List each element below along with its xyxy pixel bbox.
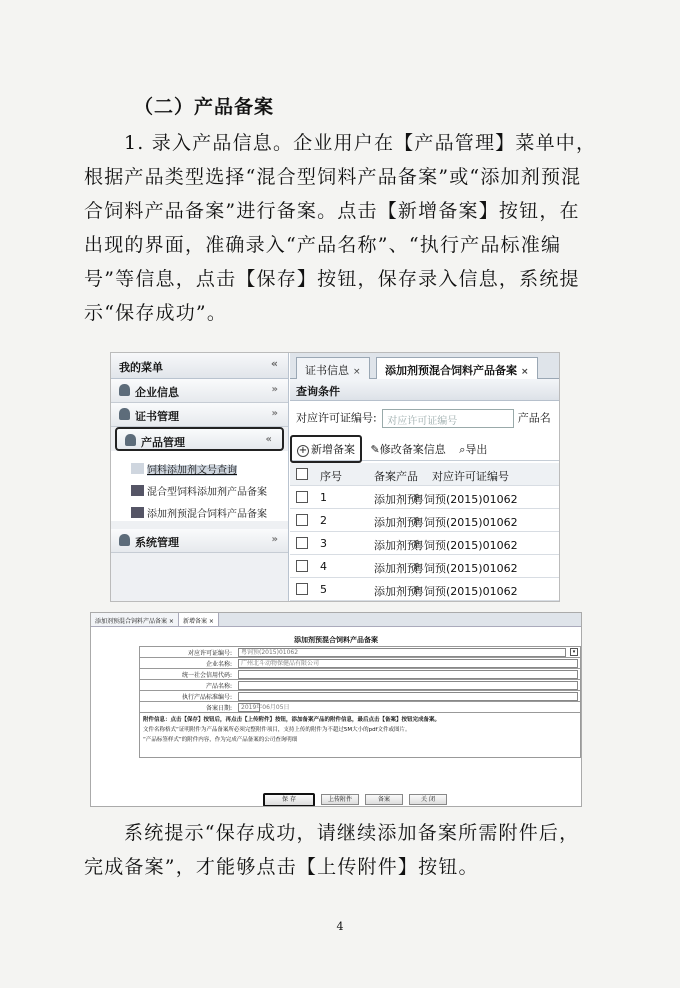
column-header: 备案产品 xyxy=(374,470,418,483)
chevron-down-icon: » xyxy=(271,384,278,395)
row-license: 粤饲预(2015)01062 xyxy=(413,585,518,598)
row-type: 添加剂预 xyxy=(374,493,418,506)
tab-premix-filing[interactable] xyxy=(376,357,538,379)
row-license: 粤饲预(2015)01062 xyxy=(413,539,518,552)
file-button[interactable]: 备案 xyxy=(365,794,403,805)
pencil-icon: ✎ xyxy=(370,443,380,456)
table-header xyxy=(290,463,560,486)
query-header: 查询条件 xyxy=(290,379,560,401)
form-row xyxy=(139,690,581,701)
submenu-label: 饲料添加剂文号查询 xyxy=(147,465,237,476)
row-number: 2 xyxy=(320,514,327,527)
field-label: 对应许可证编号: xyxy=(187,650,232,657)
add-filing-button[interactable] xyxy=(290,435,362,463)
row-checkbox[interactable] xyxy=(296,491,308,503)
field-label: 执行产品标准编号: xyxy=(181,694,232,701)
row-license: 粤饲预(2015)01062 xyxy=(413,493,518,506)
column-header: 对应许可证编号 xyxy=(432,470,509,483)
section-heading: （二）产品备案 xyxy=(134,96,275,118)
row-type: 添加剂预 xyxy=(374,539,418,552)
plus-icon: + xyxy=(298,445,308,456)
attachment-notes xyxy=(139,712,581,758)
row-number: 3 xyxy=(320,537,327,550)
button-label: 新增备案 xyxy=(311,443,355,456)
license-label: 对应许可证编号: xyxy=(296,411,377,425)
row-type: 添加剂预 xyxy=(374,562,418,575)
note-line: 文件名称格式“证明附件为产品备案所必须完整附件项目，支持上传的附件为不超过5M大小的pdf文件或图片。 xyxy=(143,727,411,733)
row-number: 5 xyxy=(320,583,327,596)
field-label: 备案日期: xyxy=(205,705,232,712)
menu-item-product[interactable] xyxy=(115,427,284,451)
query-row xyxy=(290,401,560,431)
filing-form xyxy=(139,646,581,758)
form-row xyxy=(139,657,581,668)
form-row xyxy=(139,701,581,712)
field-label: 企业名称: xyxy=(205,661,232,668)
user-icon xyxy=(119,384,130,396)
search-icon: ⌕ xyxy=(459,443,466,456)
note-line: 附件信息：点击【保存】按钮后，再点击【上传附件】按钮，添加备案产品的附件信息，最后点击【备案】按钮完成备案。 xyxy=(143,717,441,723)
submenu-label: 添加剂预混合饲料产品备案 xyxy=(147,509,267,520)
filing-table xyxy=(290,463,560,601)
chevron-up-icon: « xyxy=(265,434,272,445)
field-label: 统一社会信用代码: xyxy=(181,672,232,679)
note-line: “产品标签样式”的附件内容，作为完成产品备案的公司查询明细 xyxy=(143,737,298,743)
dropdown-arrow-icon[interactable]: ▾ xyxy=(570,648,578,656)
company-name-field[interactable]: 广州北斗动物保健品有限公司 xyxy=(238,659,578,668)
table-row[interactable] xyxy=(290,509,560,532)
tab-premix-filing[interactable]: 添加剂预混合饲料产品备案 × xyxy=(91,613,179,626)
menu-item-company[interactable] xyxy=(111,379,288,403)
product-name-label: 产品名 xyxy=(517,411,551,425)
menu-screenshot xyxy=(110,352,560,602)
menu-item-label: 产品管理 xyxy=(141,436,185,449)
tab-certificate-info[interactable] xyxy=(296,357,370,379)
edit-icon xyxy=(131,507,144,518)
edit-filing-button[interactable] xyxy=(366,437,451,461)
save-button[interactable]: 保 存 xyxy=(263,793,315,807)
submenu-item-premix[interactable] xyxy=(111,505,288,527)
row-type: 添加剂预 xyxy=(374,516,418,529)
table-row[interactable] xyxy=(290,532,560,555)
button-label: 导出 xyxy=(465,443,488,456)
standard-number-field[interactable] xyxy=(238,692,578,701)
row-checkbox[interactable] xyxy=(296,514,308,526)
document-icon xyxy=(131,463,144,474)
license-input[interactable]: 对应许可证编号 xyxy=(382,409,514,428)
user-icon xyxy=(125,434,136,446)
close-button[interactable]: 关 闭 xyxy=(409,794,447,805)
product-submenu xyxy=(111,451,288,521)
submenu-item-additive-query[interactable] xyxy=(111,461,288,483)
tab-label: 添加剂预混合饲料产品备案 xyxy=(385,364,517,377)
form-row xyxy=(139,646,581,657)
menu-item-label: 系统管理 xyxy=(135,536,179,549)
row-type: 添加剂预 xyxy=(374,585,418,598)
menu-item-system[interactable] xyxy=(111,529,288,553)
row-checkbox[interactable] xyxy=(296,583,308,595)
table-row[interactable] xyxy=(290,555,560,578)
row-number: 4 xyxy=(320,560,327,573)
tab-new-filing[interactable]: 新增备案 × xyxy=(179,613,219,626)
tab-label: 证书信息 xyxy=(305,364,349,377)
toolbar xyxy=(290,435,560,461)
side-menu xyxy=(111,353,289,602)
form-buttons xyxy=(263,793,453,807)
table-row[interactable] xyxy=(290,578,560,601)
menu-header xyxy=(111,353,288,379)
upload-attachment-button[interactable]: 上传附件 xyxy=(321,794,359,805)
chevron-down-icon: » xyxy=(271,408,278,419)
row-license: 粤饲预(2015)01062 xyxy=(413,562,518,575)
table-row[interactable] xyxy=(290,486,560,509)
submenu-item-mixed-feed[interactable] xyxy=(111,483,288,505)
filing-date-field[interactable]: 2019年06月05日 xyxy=(238,703,260,712)
chevron-down-icon: » xyxy=(271,534,278,545)
tab-bar xyxy=(91,613,581,627)
menu-item-label: 企业信息 xyxy=(135,386,179,399)
row-checkbox[interactable] xyxy=(296,560,308,572)
column-header: 序号 xyxy=(320,470,342,483)
page-number: 4 xyxy=(336,920,344,933)
select-all-checkbox[interactable] xyxy=(296,468,308,480)
menu-item-label: 证书管理 xyxy=(135,410,179,423)
instruction-paragraph: 1. 录入产品信息。企业用户在【产品管理】菜单中，根据产品类型选择“混合型饲料产品备案”或“添加剂预混合饲料产品备案”进行备案。点击【新增备案】按钮，在出现的界面，准确录入“产品名称”、“执行产品标准编号”等信息，点击【保存】按钮，保存录入信息，系统提示“保存成功”。 xyxy=(84,132,597,324)
document-icon xyxy=(131,485,144,496)
system-icon xyxy=(119,534,130,546)
close-icon[interactable]: × xyxy=(353,367,361,377)
menu-item-certificate[interactable] xyxy=(111,403,288,427)
license-select[interactable]: 粤饲预(2015)01062 xyxy=(238,648,566,657)
form-row xyxy=(139,679,581,690)
product-name-field[interactable] xyxy=(238,681,578,690)
user-icon xyxy=(119,408,130,420)
form-title: 添加剂预混合饲料产品备案 xyxy=(294,636,378,644)
submenu-label: 混合型饲料添加剂产品备案 xyxy=(147,487,267,498)
result-paragraph: 系统提示“保存成功，请继续添加备案所需附件后，完成备案”，才能够点击【上传附件】按钮。 xyxy=(84,822,580,878)
credit-code-field[interactable] xyxy=(238,670,578,679)
form-screenshot xyxy=(90,612,582,807)
collapse-icon[interactable]: « xyxy=(270,357,278,370)
export-button[interactable] xyxy=(454,437,492,461)
form-row xyxy=(139,668,581,679)
close-icon[interactable]: × xyxy=(521,367,529,377)
field-label: 产品名称: xyxy=(205,683,232,690)
row-license: 粤饲预(2015)01062 xyxy=(413,516,518,529)
tab-bar xyxy=(290,353,560,379)
menu-title: 我的菜单 xyxy=(119,361,163,374)
button-label: 修改备案信息 xyxy=(379,443,446,456)
row-number: 1 xyxy=(320,491,327,504)
row-checkbox[interactable] xyxy=(296,537,308,549)
